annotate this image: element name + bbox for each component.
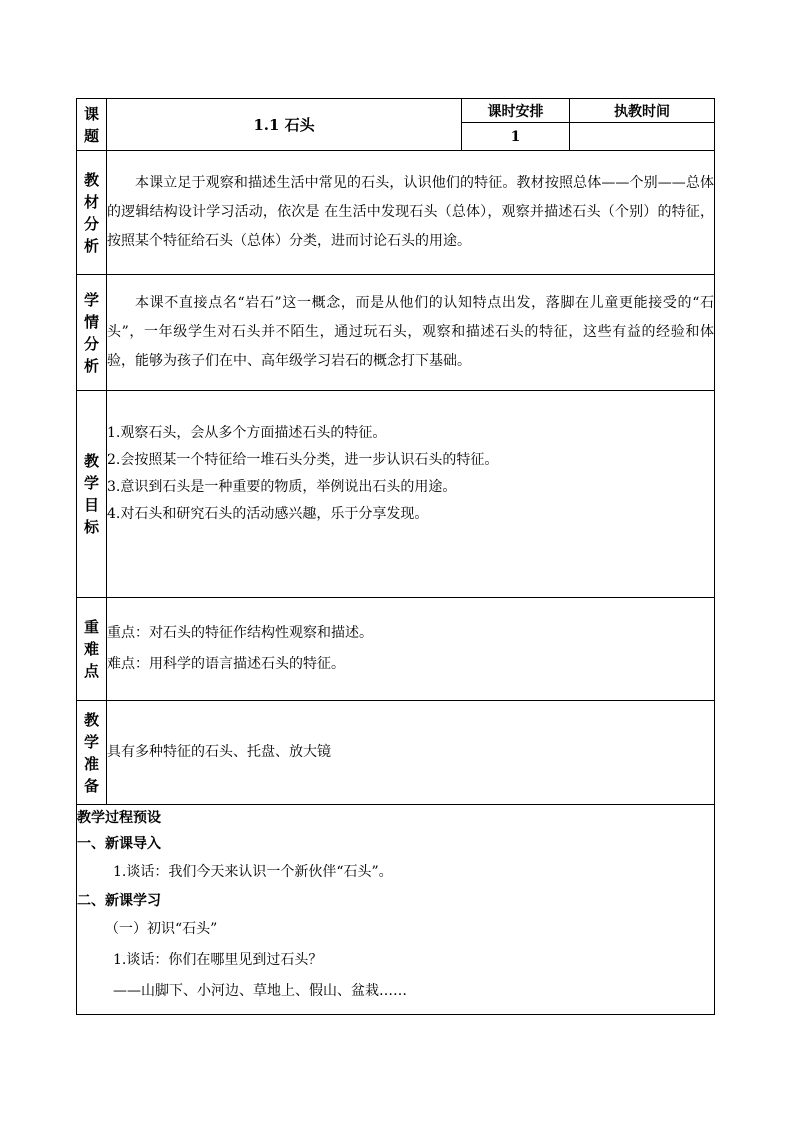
goal-item: 3.意识到石头是一种重要的物质，举例说出石头的用途。: [107, 479, 457, 495]
process-title: 教学过程预设: [77, 810, 161, 826]
key-point: 重点：对石头的特征作结构性观察和描述。: [107, 625, 373, 641]
analysis-text: 本课立足于观察和描述生活中常见的石头，认识他们的特征。教材按照总体——个别——总体的逻辑结构设计学习活动，依次是 在生活中发现石头（总体），观察并描述石头（个别）的特征，按照某个特征给石头（总体）分类，进而讨论石头的用途。: [107, 151, 715, 275]
goal-item: 4.对石头和研究石头的活动感兴趣，乐于分享发现。: [107, 506, 429, 522]
time-header: 执教时间: [570, 99, 715, 123]
students-label: 学 情 分 析: [77, 275, 107, 391]
time-value: [570, 123, 715, 151]
schedule-header: 课时安排: [462, 99, 570, 123]
schedule-value: 1: [462, 123, 570, 151]
goal-item: 2.会按照某一个特征给一堆石头分类，进一步认识石头的特征。: [107, 452, 499, 468]
analysis-label: 教 材 分 析: [77, 151, 107, 275]
key-points-label: 重 难 点: [77, 598, 107, 701]
learning-item: 1.谈话：你们在哪里见到过石头？: [113, 952, 323, 968]
learning-answer: ——山脚下、小河边、草地上、假山、盆栽……: [113, 983, 407, 999]
lesson-plan-table: [76, 98, 715, 1015]
intro-item: 1.谈话：我们今天来认识一个新伙伴“石头”。: [113, 864, 393, 880]
topic-label: 课 题: [77, 99, 107, 151]
section-new-learning: 二、新课学习: [77, 893, 161, 909]
preparation-text: 具有多种特征的石头、托盘、放大镜: [107, 701, 715, 805]
goals-list: [107, 391, 715, 598]
students-text: 本课不直接点名“岩石”这一概念，而是从他们的认知特点出发，落脚在儿童更能接受的“石头”，一年级学生对石头并不陌生，通过玩石头，观察和描述石头的特征，这些有益的经验和体验，能够为孩子们在中、高年级学习岩石的概念打下基础。: [107, 275, 715, 391]
goals-label: 教 学 目 标: [77, 391, 107, 598]
goal-item: 1.观察石头，会从多个方面描述石头的特征。: [107, 425, 387, 441]
lesson-title: 1.1 石头: [107, 99, 462, 151]
preparation-label: 教 学 准 备: [77, 701, 107, 805]
key-points-text: [107, 598, 715, 701]
teaching-process: [77, 805, 715, 1015]
subsection-title: （一）初识“石头”: [105, 921, 218, 937]
section-intro: 一、新课导入: [77, 836, 161, 852]
difficulty-point: 难点：用科学的语言描述石头的特征。: [107, 656, 345, 672]
